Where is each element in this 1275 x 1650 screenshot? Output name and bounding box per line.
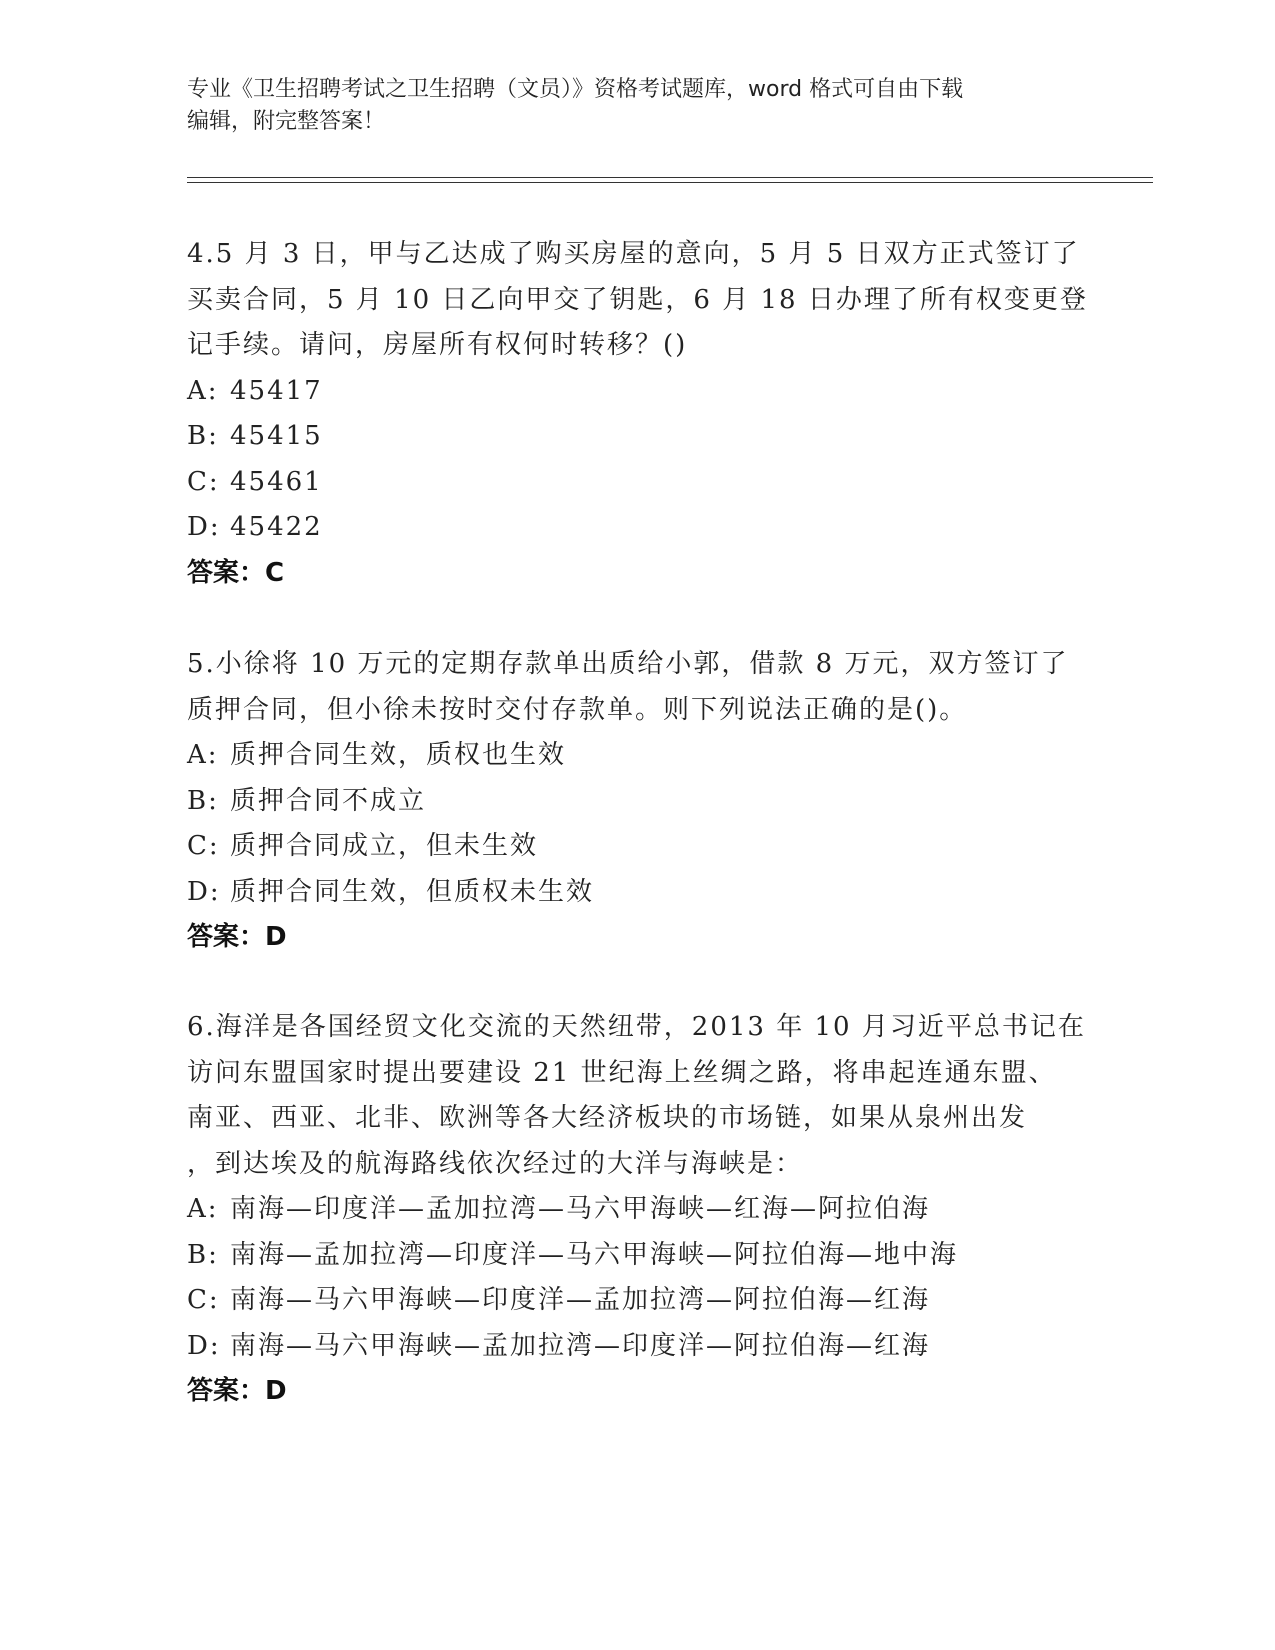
question-4 — [187, 232, 1087, 596]
question-5 — [187, 642, 1087, 961]
answer-label: 答案：D — [187, 922, 287, 952]
option-letter: D: — [187, 1330, 221, 1361]
option-text: 45422 — [230, 512, 323, 542]
option-a — [187, 369, 1087, 415]
option-a — [187, 733, 1087, 779]
option-c — [187, 460, 1087, 506]
option-text: 45417 — [230, 375, 323, 406]
option-letter: A: — [187, 375, 219, 406]
question-text-line: 4.5 月 3 日，甲与乙达成了购买房屋的意向，5 月 5 日双方正式签订了 — [187, 239, 1080, 269]
option-letter: D: — [187, 512, 221, 542]
option-text: 45461 — [230, 466, 323, 497]
option-b — [187, 414, 1087, 460]
document-header — [187, 74, 1067, 138]
option-text: 45415 — [230, 421, 323, 451]
option-letter: B: — [187, 421, 219, 451]
option-text: 南海—印度洋—孟加拉湾—马六甲海峡—红海—阿拉伯海 — [230, 1194, 931, 1224]
option-text: 质押合同不成立 — [230, 785, 427, 816]
option-c — [187, 824, 1087, 870]
question-text-line: 南亚、西亚、北非、欧洲等各大经济板块的市场链，如果从泉州出发 — [187, 1103, 1028, 1133]
question-text-line: 访问东盟国家时提出要建设 21 世纪海上丝绸之路，将串起连通东盟、 — [187, 1057, 1057, 1088]
option-letter: A: — [187, 1194, 219, 1224]
option-letter: A: — [187, 740, 219, 770]
answer-label: 答案：D — [187, 1376, 287, 1406]
option-text: 南海—孟加拉湾—印度洋—马六甲海峡—阿拉伯海—地中海 — [230, 1239, 959, 1270]
option-c — [187, 1278, 1087, 1324]
option-d — [187, 505, 1087, 551]
question-text-line: 记手续。请问，房屋所有权何时转移？() — [187, 330, 688, 360]
question-text-line: 质押合同，但小徐未按时交付存款单。则下列说法正确的是()。 — [187, 694, 968, 725]
option-text: 南海—马六甲海峡—印度洋—孟加拉湾—阿拉伯海—红海 — [230, 1285, 931, 1315]
question-6 — [187, 1005, 1087, 1415]
answer-label: 答案：C — [187, 557, 285, 588]
option-text: 质押合同生效，质权也生效 — [230, 740, 567, 770]
option-text: 南海—马六甲海峡—孟加拉湾—印度洋—阿拉伯海—红海 — [230, 1330, 931, 1361]
option-letter: B: — [187, 785, 219, 816]
header-line-2: 编辑，附完整答案！ — [187, 109, 386, 134]
option-a — [187, 1187, 1087, 1233]
option-b — [187, 779, 1087, 825]
header-line-1: 专业《卫生招聘考试之卫生招聘（文员）》资格考试题库，word 格式可自由下载 — [187, 77, 964, 102]
option-letter: B: — [187, 1239, 219, 1270]
question-text-line: 6.海洋是各国经贸文化交流的天然纽带，2013 年 10 月习近平总书记在 — [187, 1012, 1086, 1042]
question-text-line: 5.小徐将 10 万元的定期存款单出质给小郭，借款 8 万元，双方签订了 — [187, 649, 1069, 679]
header-divider-top — [187, 177, 1153, 178]
question-text-line: 买卖合同，5 月 10 日乙向甲交了钥匙，6 月 18 日办理了所有权变更登 — [187, 284, 1088, 315]
header-divider-bottom — [187, 182, 1153, 183]
option-text: 质押合同成立，但未生效 — [230, 831, 539, 861]
option-letter: C: — [187, 1285, 220, 1315]
option-b — [187, 1233, 1087, 1279]
option-d — [187, 1324, 1087, 1370]
option-letter: D: — [187, 876, 221, 907]
option-letter: C: — [187, 831, 220, 861]
option-letter: C: — [187, 466, 220, 497]
option-d — [187, 870, 1087, 916]
question-text-line: ，到达埃及的航海路线依次经过的大洋与海峡是： — [187, 1148, 804, 1179]
option-text: 质押合同生效，但质权未生效 — [230, 876, 595, 907]
